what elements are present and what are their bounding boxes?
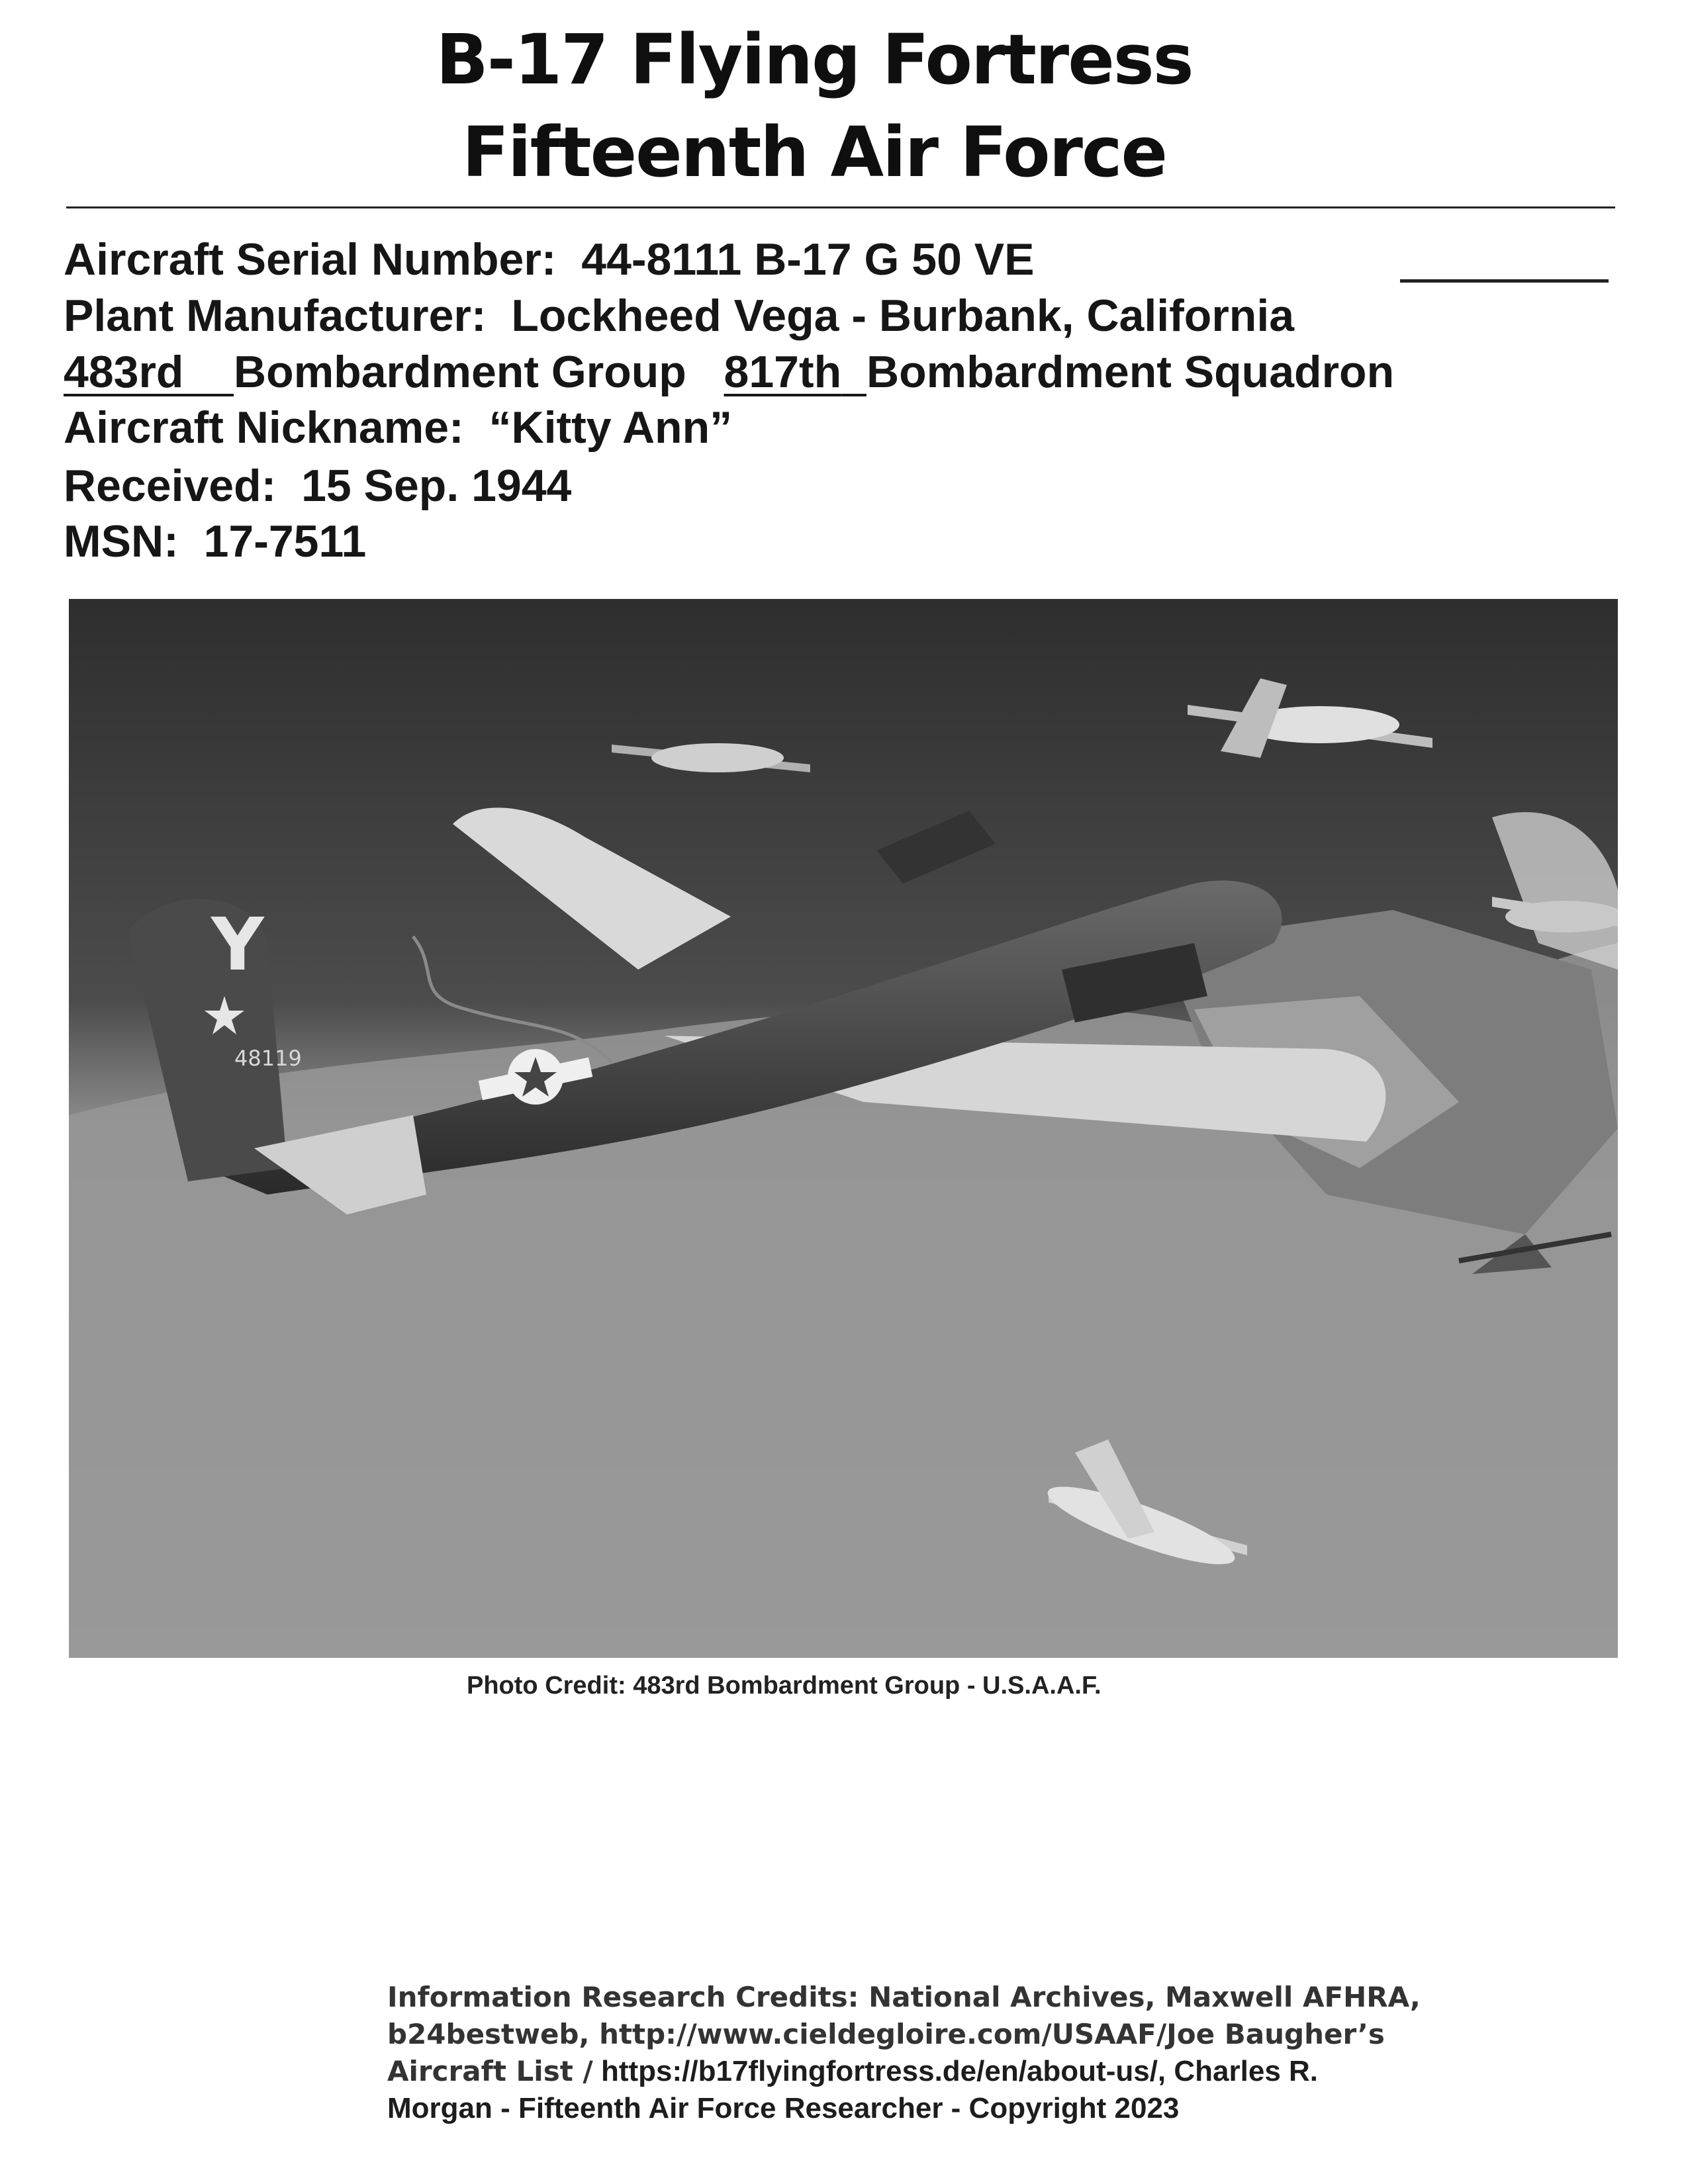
msn-value: 17-7511 — [203, 516, 367, 567]
received-line — [64, 461, 572, 511]
photo-credit: Photo Credit: 483rd Bombardment Group - U.S.A.A.F. — [467, 1672, 1102, 1700]
serial-number-value: 44-8111 B-17 G 50 VE — [581, 234, 1035, 285]
aircraft-photo — [69, 599, 1618, 1658]
page-title-line-1: B-17 Flying Fortress — [436, 19, 1193, 100]
group-label: Bombardment Group — [234, 347, 686, 397]
nickname-value: “Kitty Ann” — [489, 402, 733, 453]
research-credits-line-3: Aircraft List / https://b17flyingfortress.de/en/about-us/, Charles R. — [387, 2055, 1319, 2087]
tail-letter: Y — [211, 902, 264, 987]
msn-label: MSN: — [64, 516, 179, 567]
manufacturer-line — [64, 291, 1295, 341]
unit-line — [64, 347, 1395, 397]
msn-line — [64, 516, 367, 567]
research-credits-line-2: b24bestweb, http://www.cieldegloire.com/USAAF/Joe Baugher’s — [387, 2018, 1385, 2050]
manufacturer-value: Lockheed Vega - Burbank, California — [511, 291, 1295, 341]
research-credits-line-4: Morgan - Fifteenth Air Force Researcher - Copyright 2023 — [387, 2092, 1180, 2124]
page-title-line-2: Fifteenth Air Force — [461, 112, 1167, 193]
research-credits-line-1: Information Research Credits: National Archives, Maxwell AFHRA, — [387, 1981, 1421, 2013]
squadron-number: 817th — [724, 347, 842, 397]
tail-number: 48119 — [234, 1046, 302, 1071]
group-number: 483rd — [64, 347, 184, 397]
received-label: Received: — [64, 461, 277, 511]
serial-number-line — [64, 234, 1035, 285]
research-credits — [387, 1979, 1421, 2127]
nickname-line — [64, 402, 733, 453]
bomber-formation-illustration — [69, 599, 1618, 1658]
squadron-label: Bombardment Squadron — [866, 347, 1395, 397]
nickname-label: Aircraft Nickname: — [64, 402, 464, 453]
received-value: 15 Sep. 1944 — [301, 461, 572, 511]
blank-entry-line — [1400, 279, 1609, 283]
serial-number-label: Aircraft Serial Number: — [64, 234, 557, 285]
title-divider — [66, 206, 1615, 208]
manufacturer-label: Plant Manufacturer: — [64, 291, 487, 341]
